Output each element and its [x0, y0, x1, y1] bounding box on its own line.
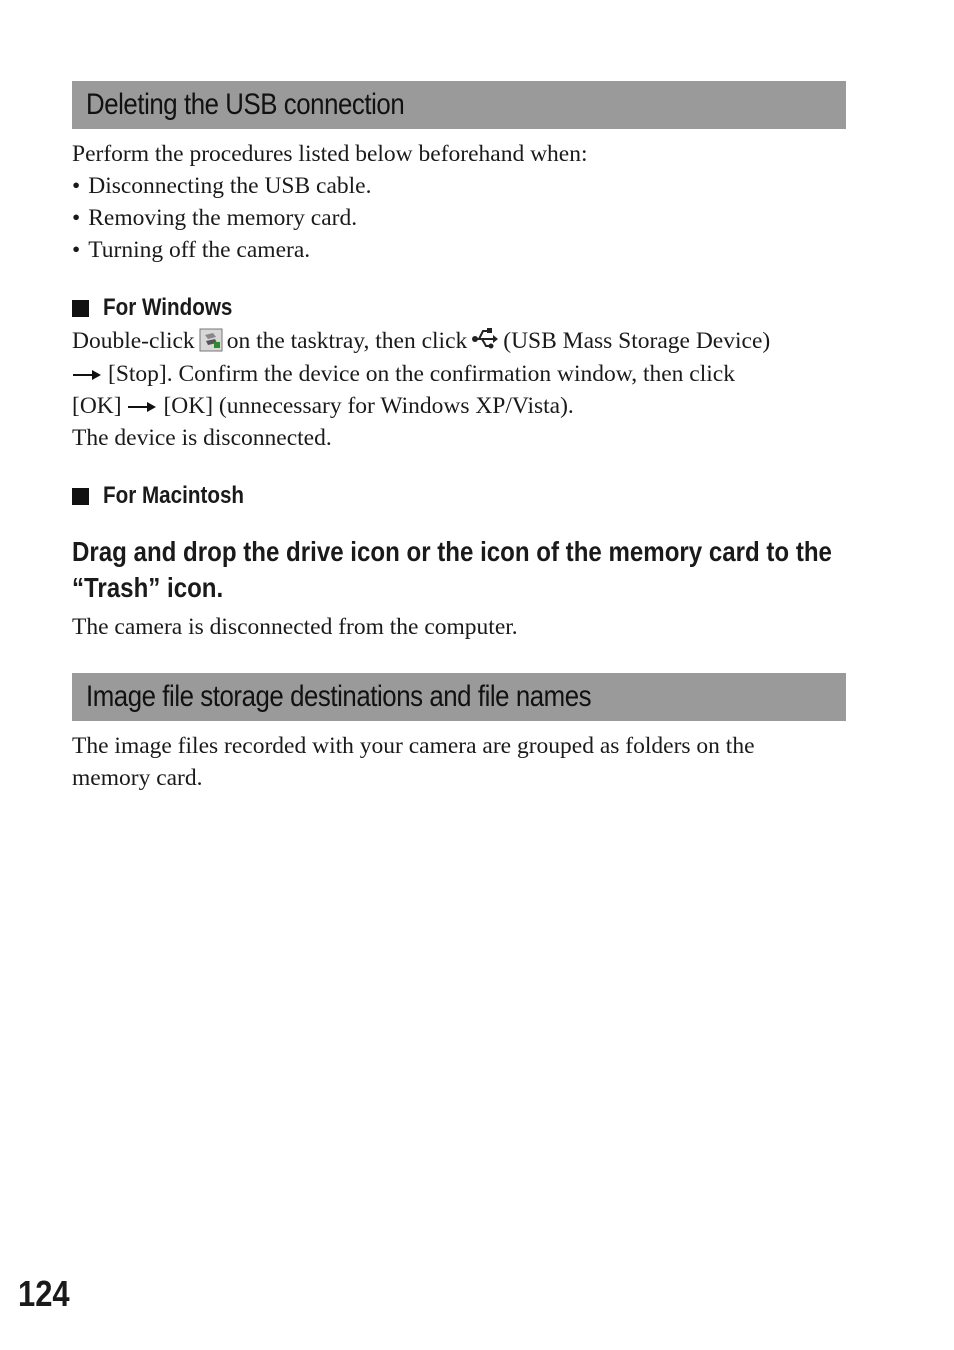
arrow-icon — [127, 390, 157, 422]
mac-result-text: The camera is disconnected from the computer. — [72, 614, 518, 640]
bullet-item: • Disconnecting the USB cable. — [72, 170, 371, 202]
square-marker-icon — [72, 488, 89, 505]
windows-line-2: [Stop]. Confirm the device on the confirmation window, then click — [72, 358, 735, 390]
storage-text-line-1: The image files recorded with your camera are grouped as folders on the — [72, 733, 755, 759]
section-header-usb — [72, 81, 846, 129]
arrow-icon — [72, 358, 102, 390]
section-title-storage: Image file storage destinations and file names — [86, 680, 592, 713]
windows-line-4: The device is disconnected. — [72, 425, 332, 451]
section-title-usb: Deleting the USB connection — [86, 88, 405, 121]
bullet-item: • Removing the memory card. — [72, 202, 357, 234]
mac-subheading: For Macintosh — [72, 481, 267, 511]
windows-subheading: For Windows — [72, 293, 253, 323]
section-header-storage — [72, 673, 846, 721]
windows-line-1: Double-click on the tasktray, then click (USB Mass Storage Device) — [72, 325, 770, 361]
bullet-item: • Turning off the camera. — [72, 234, 310, 266]
storage-text-line-2: memory card. — [72, 765, 203, 791]
windows-line-3: [OK] [OK] (unnecessary for Windows XP/Vista). — [72, 390, 574, 422]
intro-text: Perform the procedures listed below beforehand when: — [72, 141, 588, 167]
page-number: 124 — [18, 1273, 70, 1314]
square-marker-icon — [72, 300, 89, 317]
usb-device-icon — [471, 326, 499, 361]
safely-remove-hardware-icon — [199, 328, 223, 361]
mac-step-heading: Drag and drop the drive icon or the icon of the memory card to the “Trash” icon. — [72, 536, 832, 603]
